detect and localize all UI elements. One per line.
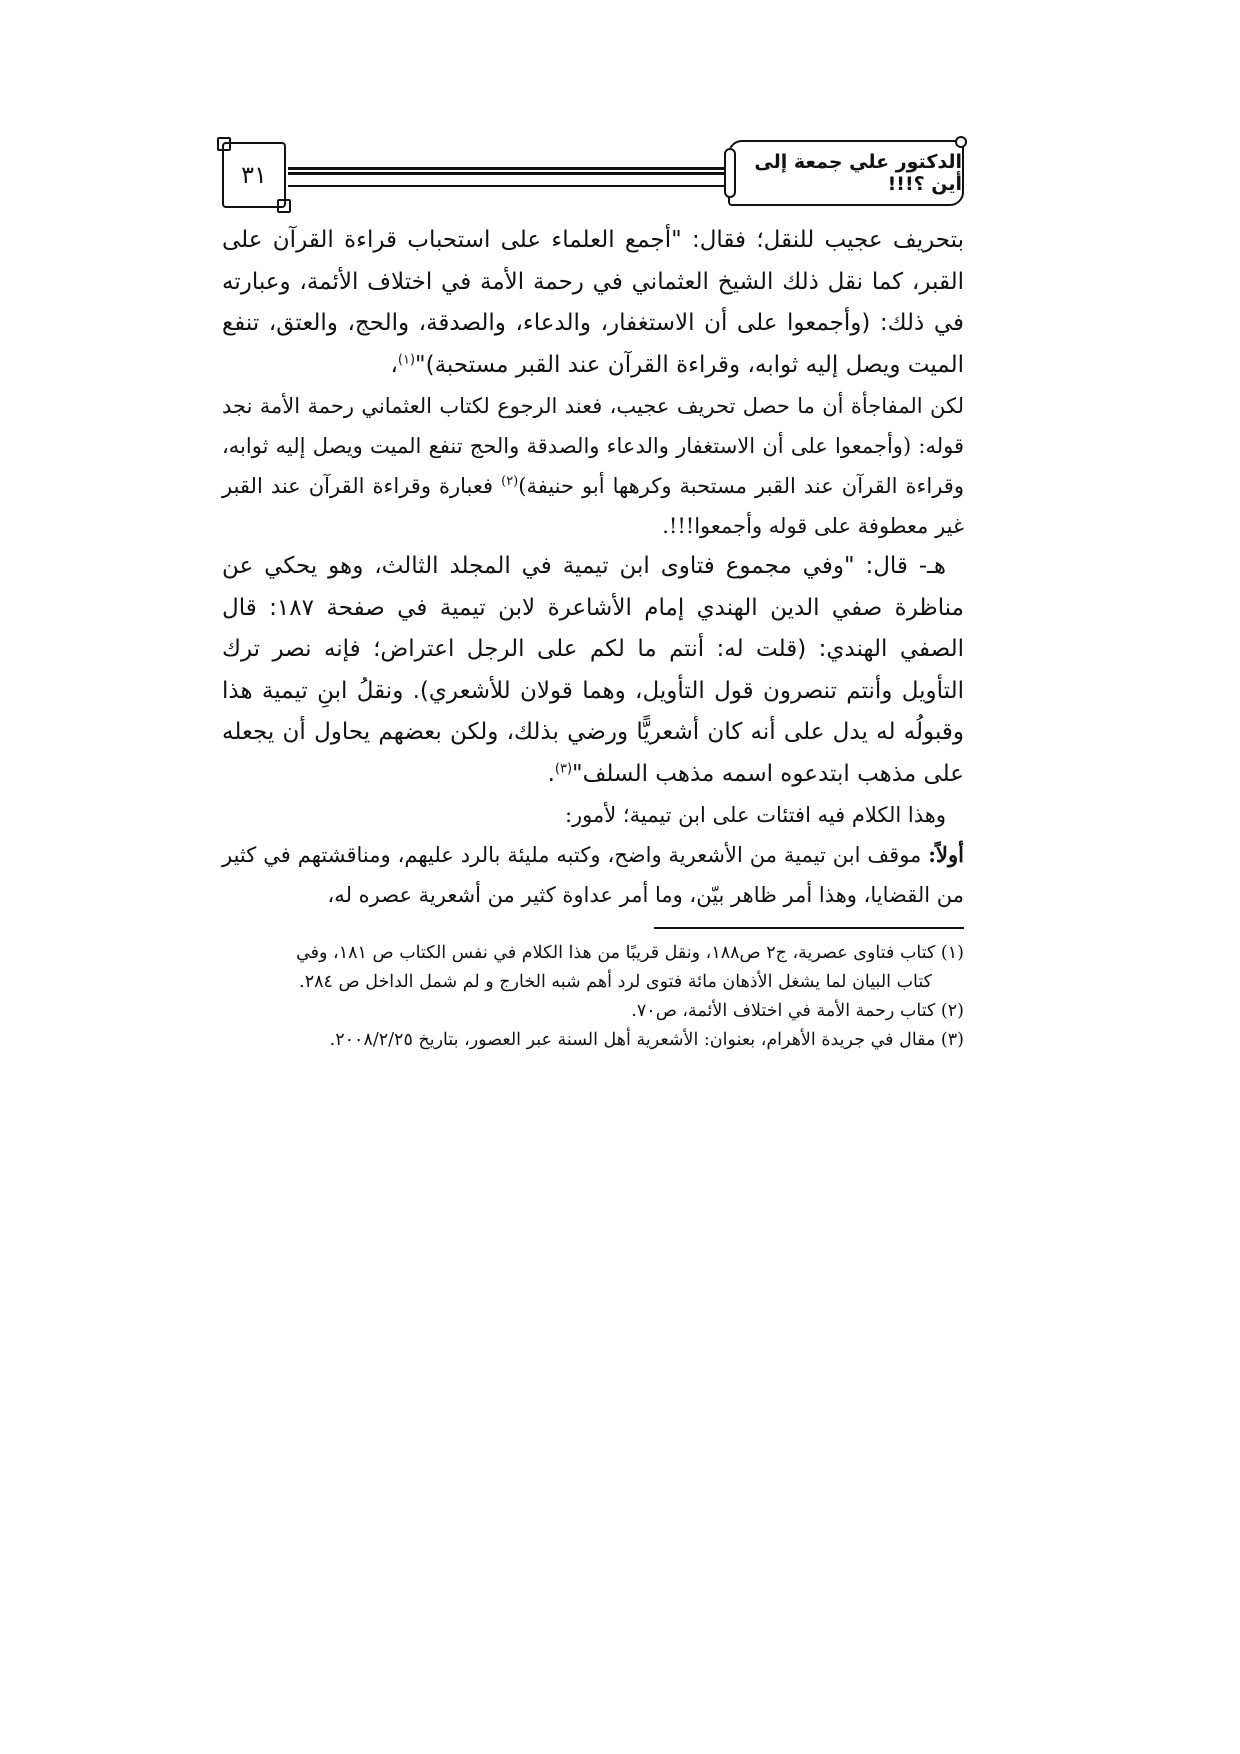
footnote-ref-3: (٣) (554, 760, 573, 776)
footnote-2: (٢) كتاب رحمة الأمة في اختلاف الأئمة، ص٧٠. (631, 1001, 964, 1021)
paragraph-3-tail: . (547, 760, 555, 787)
footnote-ref-2: (٢) (501, 474, 519, 489)
footnote-ref-1: (١) (397, 351, 416, 367)
paragraph-1-text: بتحريف عجيب للنقل؛ فقال: "أجمع العلماء على استحباب قراءة القرآن على القبر، كما نقل ذلك الشيخ العثماني في رحمة الأمة في اختلاف الأئمة، وعبارته في ذلك: (وأجمعوا على أن الاستغفار، والدعاء، والصدقة، والحج، والعتق، تنفع الميت ويصل إليه ثوابه، وقراءة القرآن عند القبر مستحبة)" (222, 227, 964, 378)
paragraph-1-tail: ، (390, 351, 398, 378)
header-double-rule (288, 167, 728, 175)
footnote-1-text: (١) كتاب فتاوى عصرية، ج٢ ص١٨٨، ونقل قريبًا من هذا الكلام في نفس الكتاب ص ١٨١، وفي (296, 943, 964, 963)
paragraph-5-lead: أولاً: (928, 842, 964, 867)
paragraph-1 (222, 220, 964, 386)
footnote-1 (222, 939, 964, 997)
footnote-3: (٣) مقال في جريدة الأهرام، بعنوان: الأشعرية أهل السنة عبر العصور، بتاريخ ٢٠٠٨/٢/٢٥. (329, 1030, 964, 1050)
paragraph-3 (222, 546, 964, 795)
footnote-1-continuation: كتاب البيان لما يشغل الأذهان مائة فتوى لرد أهم شبه الخارج و لم شمل الداخل ص ٢٨٤. (299, 972, 932, 992)
footnotes (222, 939, 964, 1055)
paragraph-2 (222, 386, 964, 546)
paragraph-3-text: هـ- قال: "وفي مجموع فتاوى ابن تيمية في المجلد الثالث، وهو يحكي عن مناظرة صفي الدين الهندي إمام الأشاعرة لابن تيمية في صفحة ١٨٧: قال الصفي الهندي: (قلت له: أنتم ما لكم على الرجل اعتراض؛ فإنه نصر ترك التأويل وأنتم تنصرون قول التأويل، وهما قولان للأشعري). ونقلُ ابنِ تيمية هذا وقبولُه له يدل على أنه كان أشعريًّا ورضي بذلك، ولكن بعضهم يحاول أن يجعله على مذهب ابتدعوه اسمه مذهب السلف" (222, 553, 964, 787)
page-number-badge: ٣١ (222, 142, 286, 208)
paragraph-4: وهذا الكلام فيه افتئات على ابن تيمية؛ لأمور: (564, 803, 946, 827)
running-title: الدكتور علي جمعة إلى أين ؟!!! (728, 140, 964, 206)
page-body (222, 220, 964, 1055)
paragraph-5 (222, 835, 964, 915)
paragraph-5-text: موقف ابن تيمية من الأشعرية واضح، وكتبه مليئة بالرد عليهم، ومناقشتهم في كثير من القضايا، وهذا أمر ظاهر بيّن، وما أمر عداوة كثير من أشعرية عصره له، (222, 843, 964, 907)
page-header (222, 140, 964, 212)
paragraph-2-text: لكن المفاجأة أن ما حصل تحريف عجيب، فعند الرجوع لكتاب العثماني رحمة الأمة نجد قوله: (وأجمعوا على أن الاستغفار والدعاء والصدقة والحج تنفع الميت ويصل إليه ثوابه، وقراءة القرآن عند القبر مستحبة وكرهها أبو حنيفة) (222, 394, 964, 498)
footnote-separator (654, 927, 964, 929)
paragraph-2-tail: فعبارة وقراءة القرآن عند القبر غير معطوفة على قوله وأجمعوا!!!. (222, 474, 964, 538)
header-thin-rule (288, 185, 728, 187)
